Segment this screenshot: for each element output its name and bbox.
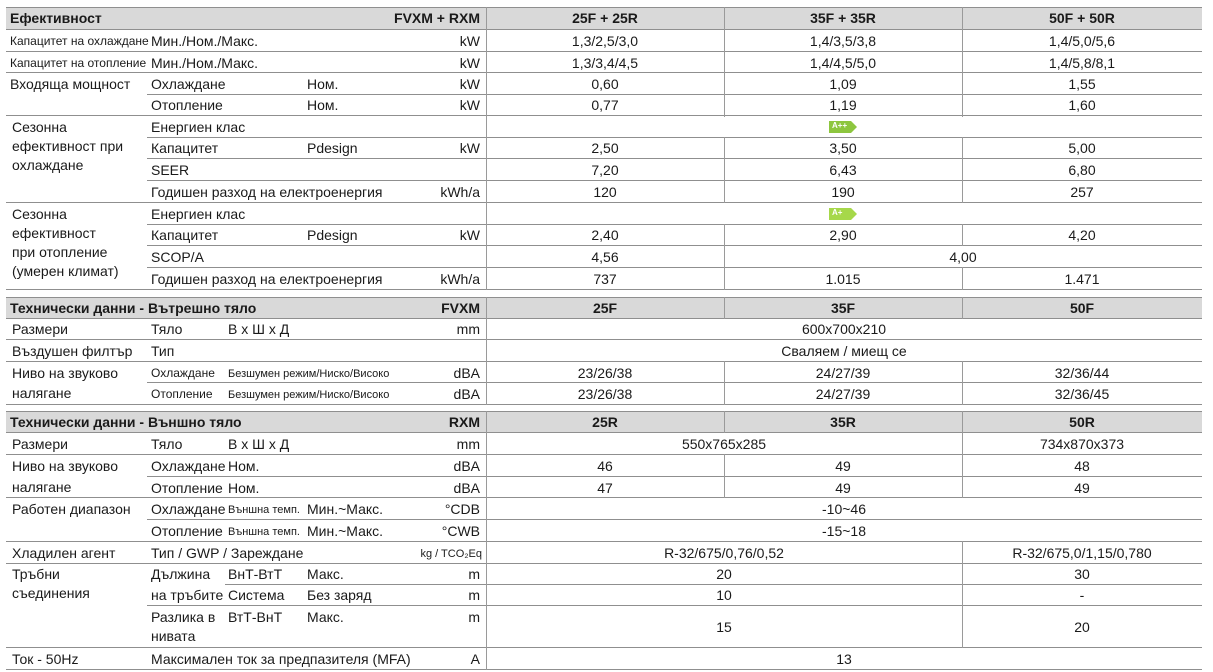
cell-value-merged: -15~18 — [822, 523, 866, 539]
cell-value: 257 — [1070, 184, 1094, 200]
cell-value-merged: -10~46 — [822, 501, 866, 517]
row-unit: °CDB — [444, 501, 480, 517]
group-label-line: налягане — [12, 385, 72, 401]
row-param: Ном. — [228, 458, 260, 474]
group-label-line: Сезонна — [12, 206, 67, 222]
cell-value: 20 — [1074, 619, 1090, 635]
group-label-line: Ниво на звуково — [12, 365, 118, 381]
cell-value: 23/26/38 — [577, 365, 633, 381]
section-title: Технически данни - Вътрешно тяло — [10, 300, 257, 316]
row-param: Макс. — [307, 566, 344, 582]
row-unit: m — [468, 609, 480, 625]
cell-value: 1,3/2,5/3,0 — [571, 33, 639, 49]
cell-value: 1,4/3,5/3,8 — [809, 33, 877, 49]
row-param: Мин.~Макс. — [307, 501, 384, 517]
row-param: Капацитет — [151, 140, 219, 156]
cell-value: 6,43 — [829, 162, 857, 178]
cell-value: 190 — [831, 184, 855, 200]
row-part: Тяло — [151, 436, 183, 452]
row-unit: dBA — [453, 458, 480, 474]
row-unit: dBA — [453, 480, 480, 496]
energy-class-badge — [829, 207, 857, 219]
row-param: Мин./Ном./Макс. — [151, 33, 259, 49]
section-title: Ефективност — [10, 10, 102, 26]
section-title: Технически данни - Външно тяло — [10, 414, 242, 430]
row-unit: kW — [459, 140, 480, 156]
row-sub: Pdesign — [307, 140, 358, 156]
group-label-line: съединения — [12, 585, 90, 601]
row-param: В x Ш x Д — [228, 321, 290, 337]
row-part: Тяло — [151, 321, 183, 337]
cell-value: 7,20 — [591, 162, 619, 178]
mode-label: Отопление — [151, 523, 223, 539]
row-unit: kWh/a — [440, 271, 480, 287]
row-part: Тип — [151, 343, 175, 359]
row-unit: dBA — [453, 365, 480, 381]
cell-value-merged: Сваляем / миещ се — [781, 343, 907, 359]
cell-value: 1,4/5,8/8,1 — [1048, 55, 1116, 71]
cell-value: 47 — [597, 480, 613, 496]
model-label: FVXM + RXM — [394, 10, 480, 26]
model-label: FVXM — [441, 300, 480, 316]
row-sub: Външна темп. — [228, 504, 300, 516]
row-param: Ном. — [307, 97, 339, 113]
group-label-line: Сезонна — [12, 119, 67, 135]
mode-label: Отопление — [151, 97, 223, 113]
row-param: В x Ш x Д — [228, 436, 290, 452]
row-unit: kW — [459, 55, 480, 71]
row-label: Капацитет на отопление — [10, 56, 147, 70]
row-unit: m — [468, 566, 480, 582]
cell-value: 32/36/44 — [1054, 365, 1110, 381]
cell-value: 1,3/3,4/4,5 — [571, 55, 639, 71]
group-label-line: ефективност — [12, 225, 96, 241]
cell-value: 46 — [597, 458, 613, 474]
cell-value: 1.471 — [1064, 271, 1100, 287]
group-label-line: при отопление — [12, 244, 108, 260]
group-label-line: (умерен климат) — [12, 263, 119, 279]
cell-value: 24/27/39 — [815, 365, 871, 381]
cell-value: 3,50 — [829, 140, 857, 156]
column-header: 50R — [1069, 414, 1095, 430]
group-label-line: Тръбни — [12, 566, 60, 582]
row-param: Ном. — [307, 76, 339, 92]
row-sub: ВнТ-ВтТ — [228, 566, 283, 582]
cell-value-merged: 600x700x210 — [801, 321, 887, 337]
cell-value: 0,60 — [591, 76, 619, 92]
cell-value: 48 — [1074, 458, 1090, 474]
group-label: Входяща мощност — [10, 76, 131, 92]
row-param: SCOP/A — [151, 249, 204, 265]
mode-label: Отопление — [151, 480, 223, 496]
cell-value: 5,00 — [1068, 140, 1096, 156]
row-label: Въздушен филтър — [12, 343, 133, 359]
length-label-line: на тръбите — [151, 587, 224, 603]
row-param: Тип / GWP / Зареждане — [151, 545, 304, 561]
column-header: 25F — [592, 300, 618, 316]
row-unit: kW — [459, 76, 480, 92]
row-param: Годишен разход на електроенергия — [151, 271, 383, 287]
column-header: 25F + 25R — [572, 10, 638, 26]
cell-value: 1,19 — [829, 97, 857, 113]
row-sub: Pdesign — [307, 227, 358, 243]
cell-value: 1,4/4,5/5,0 — [809, 55, 877, 71]
row-unit: kW — [459, 33, 480, 49]
cell-value: 49 — [1074, 480, 1090, 496]
row-unit: dBA — [453, 386, 480, 402]
cell-value: 734x870x373 — [1039, 436, 1125, 452]
group-label-line: ефективност при — [12, 138, 124, 154]
row-param: Ном. — [228, 480, 260, 496]
row-unit: kg / TCO₂Eq — [420, 548, 482, 560]
row-param: Безшумен режим/Ниско/Високо — [228, 389, 390, 401]
column-header: 25R — [592, 414, 618, 430]
row-param: Годишен разход на електроенергия — [151, 184, 383, 200]
group-label-line: налягане — [12, 479, 72, 495]
column-header: 50F — [1069, 300, 1095, 316]
row-unit: °CWB — [441, 523, 480, 539]
mode-label: Охлаждане — [151, 501, 226, 517]
column-header: 50F + 50R — [1049, 10, 1115, 26]
row-label: Размери — [12, 321, 68, 337]
cell-value: 1,09 — [829, 76, 857, 92]
cell-value: 120 — [593, 184, 617, 200]
length-label-line: Дължина — [151, 566, 211, 582]
cell-value: 24/27/39 — [815, 386, 871, 402]
row-unit: kWh/a — [440, 184, 480, 200]
column-header: 35F — [830, 300, 856, 316]
cell-value: 0,77 — [591, 97, 619, 113]
energy-class-text: A++ — [832, 121, 848, 130]
cell-value: 4,20 — [1068, 227, 1096, 243]
row-unit: mm — [456, 436, 480, 452]
column-header: 35F + 35R — [810, 10, 876, 26]
energy-class-label: Енергиен клас — [151, 119, 246, 135]
row-sub: Външна темп. — [228, 526, 300, 538]
cell-value: 1,60 — [1068, 97, 1096, 113]
row-label: Хладилен агент — [12, 545, 116, 561]
mode-label: Охлаждане — [151, 76, 226, 92]
cell-value: 49 — [835, 458, 851, 474]
group-label: Работен диапазон — [12, 501, 131, 517]
row-unit: A — [470, 651, 480, 667]
cell-value-merged: 4,00 — [949, 249, 977, 265]
model-label: RXM — [448, 414, 480, 430]
row-param: Мин./Ном./Макс. — [151, 55, 259, 71]
column-header: 35R — [830, 414, 856, 430]
row-label: Размери — [12, 436, 68, 452]
energy-class-text: A+ — [832, 208, 843, 217]
cell-value: 1.015 — [825, 271, 861, 287]
cell-value: 30 — [1074, 566, 1090, 582]
cell-value-merged: 13 — [836, 651, 852, 667]
row-sub: ВтТ-ВнТ — [228, 609, 283, 625]
mode-label: Отопление — [151, 387, 213, 401]
cell-value-merged: 10 — [716, 587, 732, 603]
row-unit: mm — [456, 321, 480, 337]
cell-value: 32/36/45 — [1054, 386, 1110, 402]
cell-value: 23/26/38 — [577, 386, 633, 402]
cell-value-merged: 550x765x285 — [681, 436, 767, 452]
row-param: Максимален ток за предпазителя (MFA) — [151, 651, 411, 667]
row-param: Макс. — [307, 609, 344, 625]
cell-value: R-32/675,0/1,15/0,780 — [1012, 545, 1152, 561]
mode-label: Охлаждане — [151, 458, 226, 474]
row-param: Мин.~Макс. — [307, 523, 384, 539]
cell-value: 2,50 — [591, 140, 619, 156]
row-param: Капацитет — [151, 227, 219, 243]
group-label-line: Ниво на звуково — [12, 458, 118, 474]
level-label-line: нивата — [151, 628, 196, 644]
cell-value: 2,40 — [591, 227, 619, 243]
energy-class-badge — [829, 120, 857, 132]
cell-value-merged: 15 — [716, 619, 732, 635]
mode-label: Охлаждане — [151, 366, 215, 380]
row-sub: Система — [228, 587, 285, 603]
level-label-line: Разлика в — [151, 609, 216, 625]
cell-value: 737 — [593, 271, 617, 287]
cell-value: 49 — [835, 480, 851, 496]
row-unit: kW — [459, 97, 480, 113]
cell-value: 4,56 — [591, 249, 619, 265]
cell-value: - — [1079, 587, 1085, 603]
row-label: Капацитет на охлаждане — [10, 34, 149, 48]
energy-class-label: Енергиен клас — [151, 206, 246, 222]
cell-value: 1,4/5,0/5,6 — [1048, 33, 1116, 49]
cell-value-merged: 20 — [716, 566, 732, 582]
row-label: Ток - 50Hz — [12, 651, 79, 667]
row-unit: m — [468, 587, 480, 603]
row-unit: kW — [459, 227, 480, 243]
cell-value: 1,55 — [1068, 76, 1096, 92]
group-label-line: охлаждане — [12, 157, 84, 173]
cell-value: 2,90 — [829, 227, 857, 243]
row-param: Без заряд — [307, 587, 372, 603]
cell-value-merged: R-32/675/0,76/0,52 — [664, 545, 784, 561]
row-param: SEER — [151, 162, 190, 178]
row-param: Безшумен режим/Ниско/Високо — [228, 368, 390, 380]
cell-value: 6,80 — [1068, 162, 1096, 178]
